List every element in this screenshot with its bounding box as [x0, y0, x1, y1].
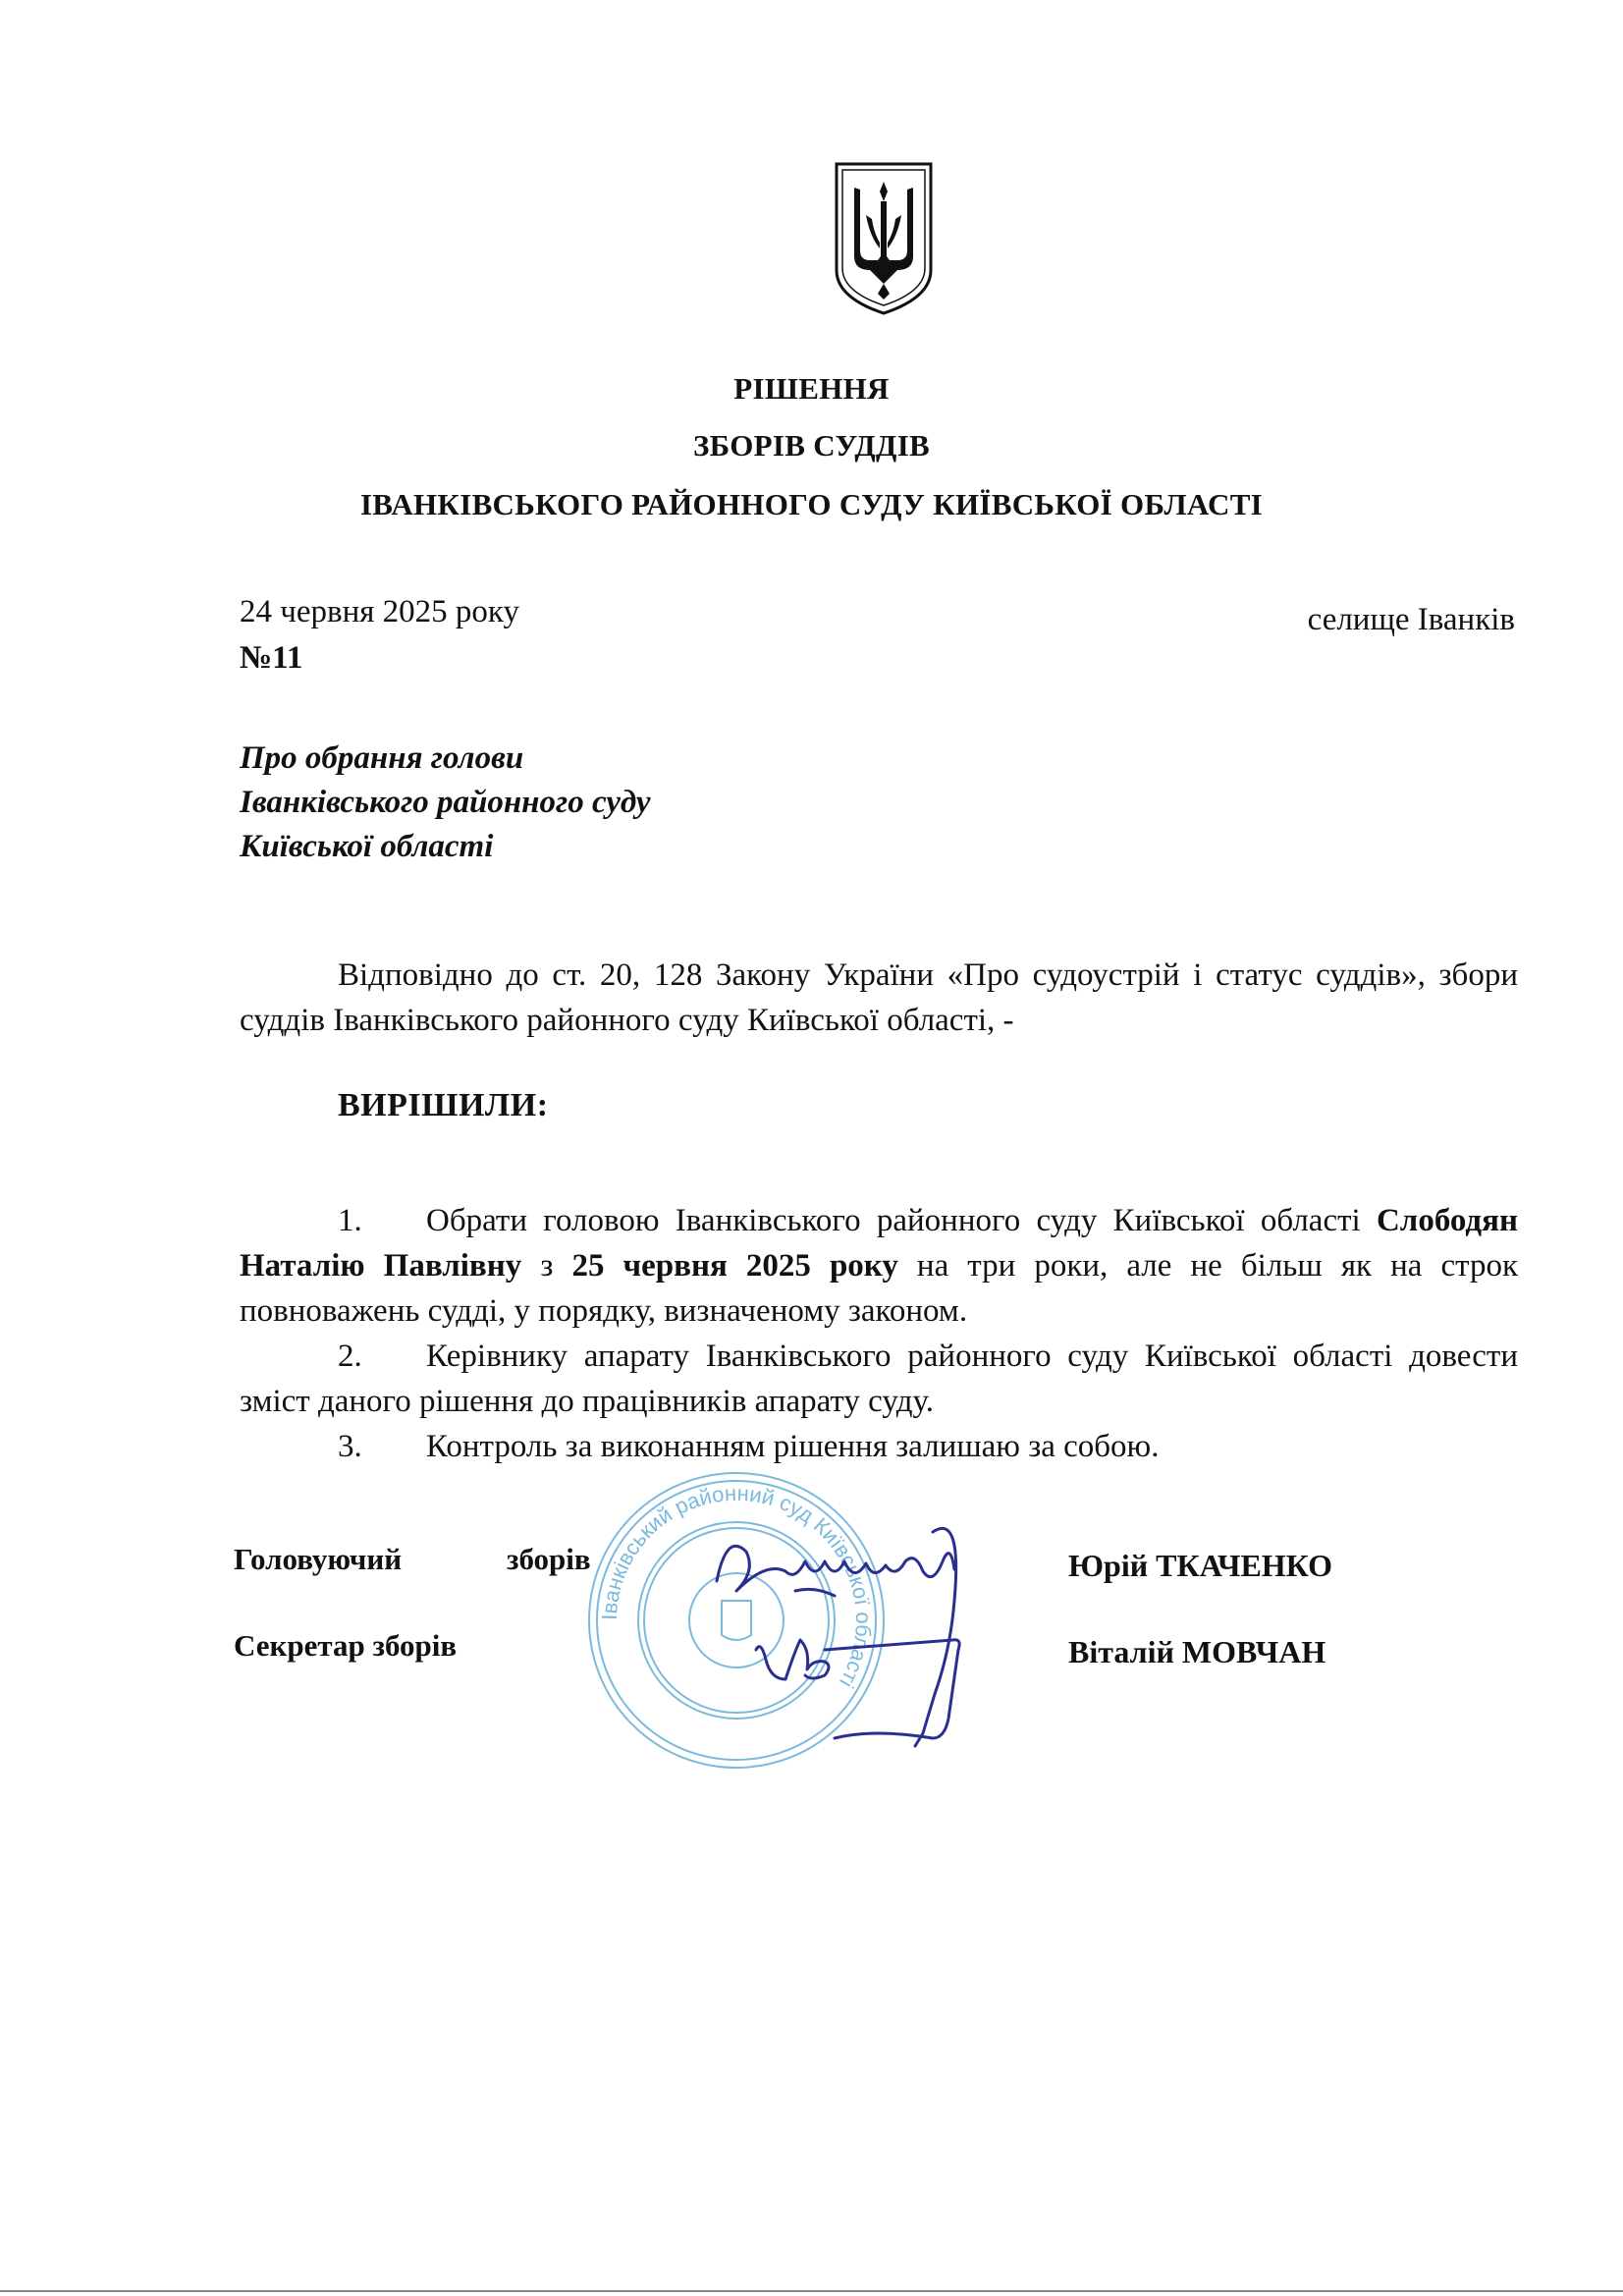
- preamble-paragraph: Відповідно до ст. 20, 128 Закону України «Про судоустрій і статус суддів», збори суддів Іванківського районного суду Київської області, -: [240, 957, 1518, 1038]
- decision-place: селище Іванків: [1307, 602, 1515, 637]
- handwritten-signatures: [638, 1493, 1051, 1817]
- stamp-text: Іванківський районний суд Київської області: [596, 1480, 877, 1693]
- trident-coat-of-arms-icon: [833, 160, 935, 317]
- item-number: 3.: [338, 1429, 362, 1464]
- secretary-role-label: Секретар зборів: [234, 1628, 458, 1663]
- decision-subject: [240, 737, 651, 869]
- court-name-title: ІВАНКІВСЬКОГО РАЙОННОГО СУДУ КИЇВСЬКОЇ ОБЛАСТІ: [359, 487, 1264, 521]
- secretary-name: Віталій МОВЧАН: [1068, 1634, 1326, 1669]
- chair-name: Юрій ТКАЧЕНКО: [1068, 1548, 1332, 1583]
- item-number: 2.: [338, 1339, 362, 1374]
- decision-number: №11: [240, 640, 303, 676]
- chair-role-label: Головуючий: [234, 1542, 403, 1576]
- item-text: Обрати головою Іванківського районного суду Київської області: [426, 1203, 1377, 1238]
- resolution-items: [240, 1198, 1518, 1469]
- issuing-body-title: ЗБОРІВ СУДДІВ: [692, 428, 931, 463]
- item-text: на три роки, але не більш як на строк повноважень судді, у порядку, визначеному законом.: [240, 1248, 1518, 1329]
- decision-date: 24 червня 2025 року: [240, 594, 519, 629]
- resolution-item-2: [240, 1334, 1518, 1424]
- subject-line: Про обрання голови: [240, 740, 524, 776]
- effective-date: 25 червня 2025 року: [571, 1248, 898, 1284]
- item-text: Контроль за виконанням рішення залишаю за собою.: [426, 1429, 1160, 1464]
- document-type-title: РІШЕННЯ: [733, 371, 890, 406]
- resolution-item-1: [240, 1198, 1518, 1334]
- subject-line: Іванківського районного суду: [240, 785, 651, 820]
- scan-edge-line: [0, 2290, 1623, 2292]
- elected-person-name: Слободян Наталію Павлівну: [240, 1203, 1518, 1284]
- chair-role-label-word2: зборів: [507, 1542, 591, 1576]
- item-text: з: [521, 1248, 572, 1284]
- subject-line: Київської області: [240, 829, 494, 864]
- item-number: 1.: [338, 1203, 362, 1238]
- item-text: Керівнику апарату Іванківського районного суду Київської області довести зміст даного рішення до працівників апарату суду.: [240, 1339, 1518, 1419]
- resolved-heading: ВИРІШИЛИ:: [338, 1087, 549, 1123]
